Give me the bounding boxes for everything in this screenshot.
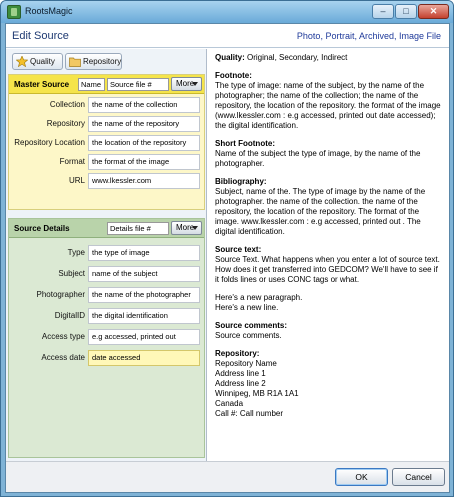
repository-line: Address line 1 <box>215 369 266 378</box>
field-row-access-date <box>9 350 204 366</box>
master-source-section <box>8 74 205 210</box>
preview-source-comments <box>215 321 443 341</box>
repository-line: Canada <box>215 399 244 408</box>
preview-quality <box>215 53 443 63</box>
dropdown-arrow-icon <box>192 82 198 86</box>
field-label: DigitalID <box>54 311 85 320</box>
preview-repository <box>215 349 443 419</box>
source-details-label: Source Details <box>14 224 70 233</box>
citation-preview-pane <box>209 49 449 461</box>
format-input[interactable]: the format of the image <box>88 154 200 170</box>
short-footnote-heading: Short Footnote: <box>215 139 275 148</box>
dialog-footer <box>6 461 449 492</box>
source-type-summary[interactable]: Photo, Portrait, Archived, Image File <box>296 31 441 41</box>
field-label: Collection <box>49 100 85 109</box>
field-label: Repository Location <box>14 138 85 147</box>
field-row-url <box>9 173 204 189</box>
field-row-format <box>9 154 204 170</box>
source-comments-heading: Source comments: <box>215 321 288 330</box>
repository-line: Winnipeg, MB R1A 1A1 <box>215 389 299 398</box>
type-input[interactable]: the type of image <box>88 245 200 261</box>
field-label: Type <box>67 248 85 257</box>
quality-button-label: Quality <box>30 57 55 66</box>
access-date-input[interactable]: date accessed <box>88 350 200 366</box>
bibliography-heading: Bibliography: <box>215 177 267 186</box>
field-label: URL <box>68 176 85 185</box>
details-more-button[interactable] <box>171 221 202 235</box>
title-bar[interactable] <box>1 1 453 23</box>
page-title: Edit Source <box>12 30 69 42</box>
dialog-client <box>5 23 450 493</box>
details-more-label: More <box>176 223 195 232</box>
field-row-subject <box>9 266 204 282</box>
source-comments-text: Source comments. <box>215 331 282 340</box>
source-text-heading: Source text: <box>215 245 262 254</box>
repository-input[interactable]: the name of the repository <box>88 116 200 132</box>
field-row-digitalid <box>9 308 204 324</box>
preview-bibliography <box>215 177 443 237</box>
minimize-button[interactable]: – <box>372 4 394 19</box>
field-row-repository <box>9 116 204 132</box>
source-text-paragraph: Here's a new paragraph. <box>215 293 303 302</box>
quality-value: Original, Secondary, Indirect <box>247 53 348 62</box>
quality-heading: Quality: <box>215 53 245 62</box>
edit-pane <box>6 49 207 461</box>
name-tag-field[interactable]: Name <box>78 78 105 91</box>
close-button[interactable]: ✕ <box>418 4 449 19</box>
field-label: Subject <box>58 269 85 278</box>
footnote-text: The type of image: name of the subject, by the name of the photographer; the name of the collection; the name of the repository, the location of the repository. the format of the image (www.lkessler.com : e.g accessed, printed out date accessed); the digital identification. <box>215 81 441 130</box>
repository-heading: Repository: <box>215 349 260 358</box>
field-label: Access date <box>41 353 85 362</box>
cancel-button[interactable]: Cancel <box>392 468 445 486</box>
repository-location-input[interactable]: the location of the repository <box>88 135 200 151</box>
footnote-heading: Footnote: <box>215 71 252 80</box>
subject-input[interactable]: name of the subject <box>88 266 200 282</box>
field-row-type <box>9 245 204 261</box>
folder-icon <box>69 56 81 67</box>
ok-button[interactable]: OK <box>335 468 388 486</box>
source-file-number-input[interactable]: Source file # <box>107 78 169 91</box>
star-icon <box>16 56 28 67</box>
repository-button[interactable] <box>65 53 122 70</box>
repository-line: Address line 2 <box>215 379 266 388</box>
source-text: Source Text. What happens when you enter a lot of source text. How does it get transferred into GEDCOM? We'll have to see if it folds lines or uses CONC tags or what. <box>215 255 440 284</box>
repository-line: Repository Name <box>215 359 277 368</box>
master-source-label: Master Source <box>14 80 70 89</box>
master-source-header <box>9 75 204 94</box>
field-row-photographer <box>9 287 204 303</box>
dropdown-arrow-icon <box>192 226 198 230</box>
maximize-button[interactable]: □ <box>395 4 417 19</box>
field-label: Format <box>59 157 85 166</box>
field-row-access-type <box>9 329 204 345</box>
source-details-section <box>8 218 205 458</box>
repository-button-label: Repository <box>83 57 122 66</box>
preview-source-text <box>215 245 443 313</box>
short-footnote-text: Name of the subject the type of image, by the name of the photographer. <box>215 149 421 168</box>
quality-button[interactable] <box>12 53 63 70</box>
window-title: RootsMagic <box>25 6 73 16</box>
app-icon <box>7 5 21 19</box>
source-details-header <box>9 219 204 238</box>
details-file-number-input[interactable]: Details file # <box>107 222 169 235</box>
field-row-collection <box>9 97 204 113</box>
repository-line: Call #: Call number <box>215 409 284 418</box>
access-type-input[interactable]: e.g accessed, printed out <box>88 329 200 345</box>
master-more-button[interactable] <box>171 77 202 91</box>
digitalid-input[interactable]: the digital identification <box>88 308 200 324</box>
field-label: Repository <box>46 119 85 128</box>
preview-footnote <box>215 71 443 131</box>
source-text-newline: Here's a new line. <box>215 303 279 312</box>
bibliography-text: Subject, name of the. The type of image by the name of the photographer. the name of the collection. the name of the repository, the location of the repository. The format of the image. www.lkessler.com : e.g accessed, printed out . The digital identification. <box>215 187 426 236</box>
field-row-repository-location <box>9 135 204 151</box>
dialog-header <box>6 24 449 48</box>
field-label: Photographer <box>36 290 85 299</box>
url-input[interactable]: www.lkessler.com <box>88 173 200 189</box>
collection-input[interactable]: the name of the collection <box>88 97 200 113</box>
master-more-label: More <box>176 79 195 88</box>
preview-short-footnote <box>215 139 443 169</box>
field-label: Access type <box>41 332 85 341</box>
photographer-input[interactable]: the name of the photographer <box>88 287 200 303</box>
